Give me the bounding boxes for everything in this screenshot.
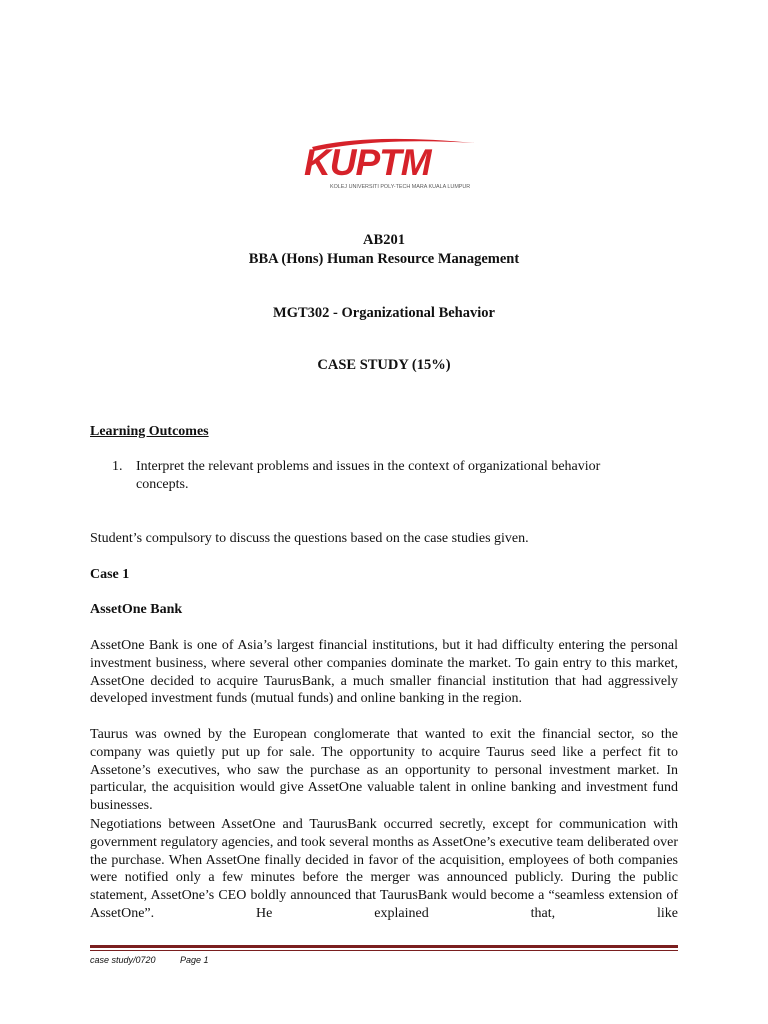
case-paragraph-2: Taurus was owned by the European conglomerate that wanted to exit the financial sector, so the company was quietly put up for sale. The opportunity to acquire Taurus seed like a perfect fit to Assetone’s executives, who saw the purchase as an opportunity to personal investment market. In particular, the acquisition would give AssetOne valuable talent in online banking and investment fund businesses. (90, 727, 678, 814)
course-code: AB201 (363, 232, 405, 248)
programme-title: BBA (Hons) Human Resource Management (248, 251, 520, 267)
course-title: MGT302 - Organizational Behavior (273, 305, 495, 321)
assessment-title: CASE STUDY (15%) (317, 357, 451, 373)
learning-outcome-number: 1. (112, 459, 123, 474)
case-title: AssetOne Bank (90, 602, 183, 617)
case-paragraph-1: AssetOne Bank is one of Asia’s largest financial institutions, but it had difficulty entering the personal investment business, where several other companies dominate the market. To gain entry to this market, AssetOne decided to acquire TaurusBank, a much smaller financial institution that had aggressively developed investment funds (mutual funds) and online banking in the region. (90, 638, 678, 707)
footer-page-number: Page 1 (180, 955, 209, 965)
learning-outcome-line1: Interpret the relevant problems and issues in the context of organizational behavior (136, 459, 601, 474)
learning-outcomes-heading: Learning Outcomes (90, 424, 209, 439)
kuptm-logo (300, 133, 480, 195)
footer-doc-id: case study/0720 (90, 955, 156, 965)
learning-outcome-item (112, 458, 678, 494)
logo-wordmark: KUPTM (304, 142, 431, 183)
case-paragraph-3: Negotiations between AssetOne and TaurusBank occurred secretly, except for communication with government regulatory agencies, and took several months as AssetOne’s executive team deliberated over the purchase. When AssetOne finally decided in favor of the acquisition, employees of both companies were notified only a few minutes before the merger was announced publicly. During the public statement, AssetOne’s CEO boldly announced that TaurusBank would become a “seamless extension of AssetOne”. He explained that, like (90, 817, 678, 921)
instruction-text: Student’s compulsory to discuss the questions based on the case studies given. (90, 531, 529, 546)
kuptm-logo-graphic (300, 133, 480, 195)
learning-outcome-line2: concepts. (136, 477, 189, 492)
case-label: Case 1 (90, 567, 130, 582)
logo-tagline: KOLEJ UNIVERSITI POLY-TECH MARA KUALA LUMPUR (330, 184, 471, 190)
footer-rule-thin (90, 950, 678, 951)
footer-rule-thick (90, 945, 678, 948)
